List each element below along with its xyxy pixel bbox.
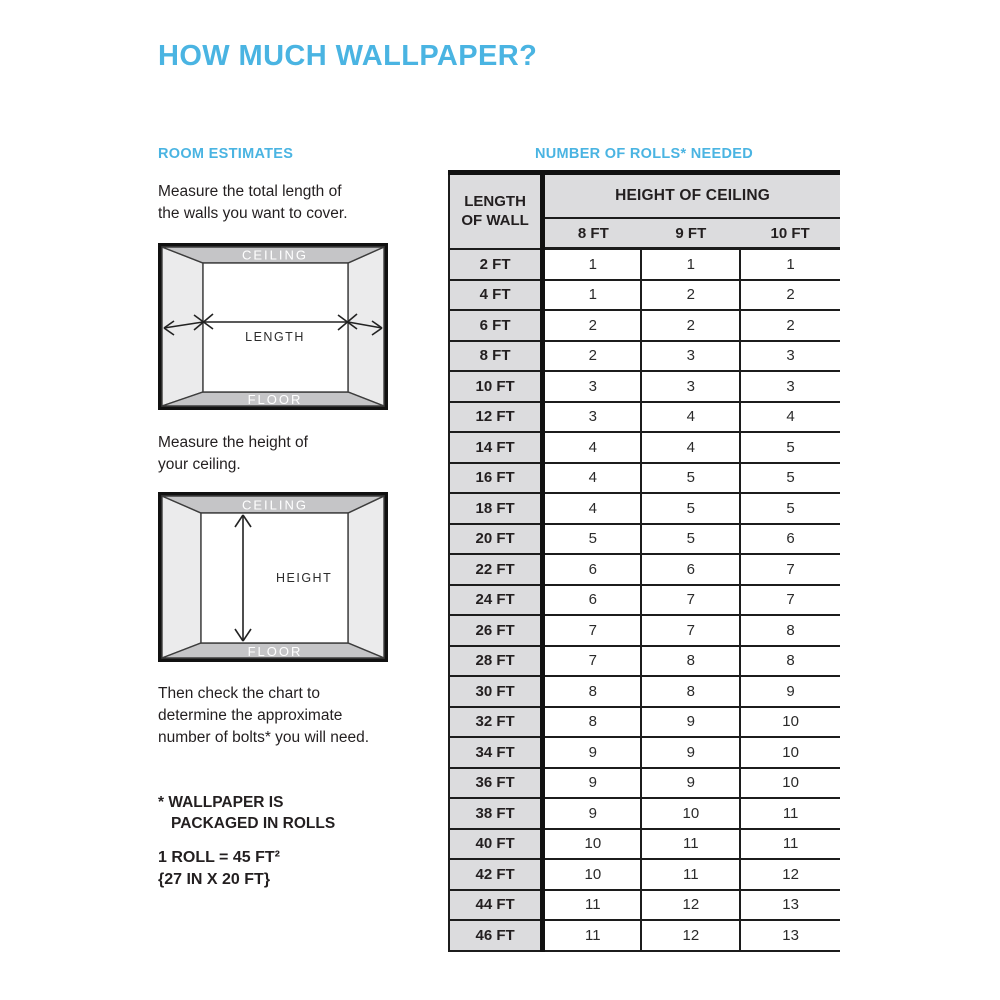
table-row [449,463,840,494]
ceiling-label: CEILING [241,497,309,513]
wall-length-cell: 2 FT [449,249,543,280]
rolls-count-cell: 9 [543,768,642,799]
table-row [449,676,840,707]
rolls-count-cell: 8 [641,646,740,677]
rolls-table-body [449,249,840,951]
rolls-count-cell: 1 [543,249,642,280]
table-row [449,707,840,738]
roll-size-note [158,847,280,891]
rolls-count-cell: 3 [641,341,740,372]
rolls-count-cell: 9 [543,737,642,768]
rolls-count-cell: 8 [740,615,840,646]
rolls-count-cell: 12 [641,890,740,921]
wall-length-cell: 24 FT [449,585,543,616]
rolls-count-cell: 4 [641,432,740,463]
length-label: LENGTH [245,330,305,344]
table-row [449,615,840,646]
wall-length-cell: 38 FT [449,798,543,829]
rolls-count-cell: 9 [641,737,740,768]
table-row [449,920,840,951]
rolls-count-cell: 4 [543,432,642,463]
rolls-count-cell: 11 [641,859,740,890]
col-header-8ft: 8 FT [543,218,642,249]
rolls-count-cell: 3 [641,371,740,402]
col-header-10ft: 10 FT [740,218,840,249]
table-row [449,402,840,433]
wall-length-cell: 30 FT [449,676,543,707]
rolls-count-cell: 2 [641,280,740,311]
rolls-count-cell: 10 [543,829,642,860]
wall-length-cell: 8 FT [449,341,543,372]
rolls-count-cell: 10 [543,859,642,890]
rolls-count-cell: 7 [740,585,840,616]
instruction-line: Then check the chart to [158,685,320,702]
wall-length-cell: 36 FT [449,768,543,799]
right-wall-face [348,496,384,658]
ceiling-height-diagram [158,492,388,662]
wall-length-cell: 16 FT [449,463,543,494]
floor-label: FLOOR [247,392,303,407]
rolls-count-cell: 11 [543,890,642,921]
header-row-1 [449,173,840,219]
left-wall-face [162,247,203,406]
page-title: HOW MUCH WALLPAPER? [158,40,538,72]
height-label: HEIGHT [276,571,333,585]
measure-height-instruction [158,432,308,476]
length-of-wall-header [449,173,543,249]
wall-length-cell: 4 FT [449,280,543,311]
table-row [449,798,840,829]
ceiling-label: CEILING [241,247,309,263]
rolls-count-cell: 8 [641,676,740,707]
table-row [449,554,840,585]
rolls-count-cell: 4 [543,463,642,494]
rolls-count-cell: 2 [740,280,840,311]
rolls-count-cell: 9 [641,707,740,738]
rolls-count-cell: 7 [543,646,642,677]
rolls-count-cell: 9 [740,676,840,707]
wall-length-cell: 40 FT [449,829,543,860]
table-row [449,493,840,524]
table-row [449,524,840,555]
rolls-count-cell: 13 [740,920,840,951]
rolls-table-container [448,170,840,952]
rolls-count-cell: 5 [740,493,840,524]
table-row [449,341,840,372]
rolls-table [448,170,840,952]
wall-length-cell: 46 FT [449,920,543,951]
rolls-count-cell: 6 [740,524,840,555]
rolls-count-cell: 10 [740,768,840,799]
table-row [449,859,840,890]
rolls-count-cell: 7 [543,615,642,646]
rolls-count-cell: 6 [641,554,740,585]
table-row [449,737,840,768]
rolls-count-cell: 7 [641,615,740,646]
header-line: LENGTH [464,193,526,211]
rolls-count-cell: 9 [543,798,642,829]
measure-length-instruction [158,181,348,225]
instruction-line: the walls you want to cover. [158,205,348,222]
rolls-count-cell: 12 [740,859,840,890]
rolls-count-cell: 11 [740,798,840,829]
instruction-line: determine the approximate [158,707,343,724]
room-length-diagram [158,243,388,410]
rolls-count-cell: 8 [543,707,642,738]
rolls-count-cell: 5 [641,524,740,555]
rolls-count-cell: 6 [543,554,642,585]
rolls-table-header [449,173,840,249]
roll-size-line: {27 IN X 20 FT} [158,871,271,888]
rolls-count-cell: 5 [641,463,740,494]
rolls-count-cell: 5 [543,524,642,555]
rolls-count-cell: 2 [641,310,740,341]
footnote-line: PACKAGED IN ROLLS [171,815,336,832]
rolls-count-cell: 11 [641,829,740,860]
rolls-count-cell: 5 [641,493,740,524]
rolls-count-cell: 8 [740,646,840,677]
table-row [449,768,840,799]
rolls-count-cell: 3 [740,341,840,372]
wall-length-cell: 22 FT [449,554,543,585]
rolls-count-cell: 9 [641,768,740,799]
rolls-count-cell: 10 [740,737,840,768]
instruction-line: Measure the height of [158,434,308,451]
instruction-line: your ceiling. [158,456,241,473]
wall-length-cell: 28 FT [449,646,543,677]
table-row [449,890,840,921]
rolls-count-cell: 1 [543,280,642,311]
rolls-count-cell: 4 [543,493,642,524]
rolls-count-cell: 2 [740,310,840,341]
rolls-count-cell: 10 [740,707,840,738]
instruction-line: Measure the total length of [158,183,342,200]
table-row [449,432,840,463]
rolls-count-cell: 7 [641,585,740,616]
table-row [449,310,840,341]
wall-length-cell: 20 FT [449,524,543,555]
wallpaper-rolls-footnote [158,792,335,834]
wall-length-cell: 32 FT [449,707,543,738]
wall-length-cell: 42 FT [449,859,543,890]
back-wall [203,263,348,392]
wall-length-cell: 34 FT [449,737,543,768]
col-header-9ft: 9 FT [641,218,740,249]
rolls-count-cell: 12 [641,920,740,951]
rolls-count-cell: 11 [543,920,642,951]
header-line: OF WALL [461,212,529,230]
room-estimates-heading: ROOM ESTIMATES [158,146,294,162]
wall-length-cell: 26 FT [449,615,543,646]
rolls-count-cell: 5 [740,432,840,463]
rolls-count-cell: 4 [641,402,740,433]
check-chart-instruction [158,683,369,749]
table-row [449,585,840,616]
roll-size-line: 1 ROLL = 45 FT² [158,849,280,866]
rolls-count-cell: 5 [740,463,840,494]
left-wall-face [162,496,201,658]
wall-length-cell: 18 FT [449,493,543,524]
instruction-line: number of bolts* you will need. [158,729,370,746]
rolls-count-cell: 7 [740,554,840,585]
table-row [449,280,840,311]
rolls-count-cell: 1 [641,249,740,280]
wall-length-cell: 10 FT [449,371,543,402]
rolls-count-cell: 1 [740,249,840,280]
wall-length-cell: 44 FT [449,890,543,921]
wall-length-cell: 6 FT [449,310,543,341]
rolls-needed-heading: NUMBER OF ROLLS* NEEDED [535,146,753,162]
rolls-count-cell: 13 [740,890,840,921]
rolls-count-cell: 3 [740,371,840,402]
table-row [449,249,840,280]
table-row [449,371,840,402]
rolls-count-cell: 2 [543,341,642,372]
rolls-count-cell: 2 [543,310,642,341]
rolls-count-cell: 3 [543,371,642,402]
rolls-count-cell: 10 [641,798,740,829]
rolls-count-cell: 3 [543,402,642,433]
rolls-count-cell: 8 [543,676,642,707]
rolls-count-cell: 4 [740,402,840,433]
rolls-count-cell: 11 [740,829,840,860]
table-row [449,646,840,677]
height-of-ceiling-header: HEIGHT OF CEILING [543,173,840,219]
wall-length-cell: 12 FT [449,402,543,433]
wall-length-cell: 14 FT [449,432,543,463]
table-row [449,829,840,860]
rolls-count-cell: 6 [543,585,642,616]
footnote-line: * WALLPAPER IS [158,794,284,811]
floor-label: FLOOR [247,644,303,659]
